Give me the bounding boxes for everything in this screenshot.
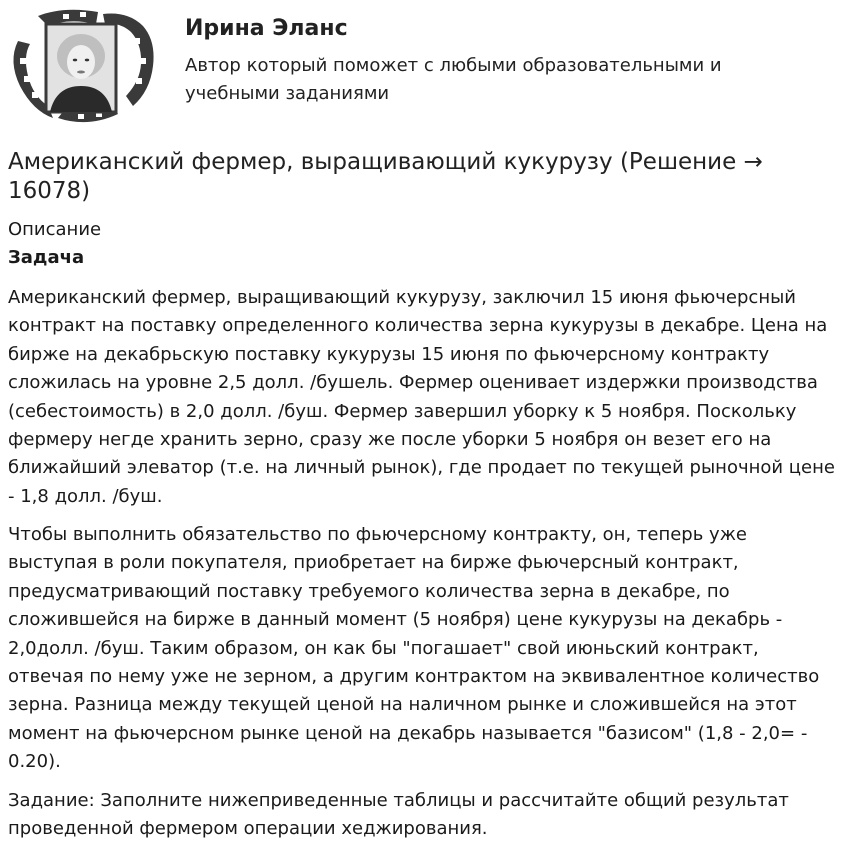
- author-avatar[interactable]: [8, 6, 158, 126]
- task-heading: Задача: [8, 247, 85, 268]
- task-paragraph-2: Чтобы выполнить обязательство по фьючерсному контракту, он, теперь уже выступая в роли покупателя, приобретает на бирже фьючерсный контракт, предусматривающий поставку требуемого количества зерна в декабре, по сложившейся на бирже в данный момент (5 ноября) цене кукурузы на декабрь - 2,0долл. /буш. Таким образом, он как бы "погашает" свой июньский контракт, отвечая по нему уже не зерном, а другим контрактом на эквивалентное количество зерна. Разница между текущей ценой на наличном рынке и сложившейся на этот момент на фьючерсном рынке ценой на декабрь называется "базисом" (1,8 - 2,0= - 0.20).: [8, 524, 820, 773]
- author-name[interactable]: Ирина Эланс: [185, 16, 348, 41]
- author-description: Автор который поможет с любыми образовательными и учебными заданиями: [185, 55, 722, 104]
- task-paragraph-3: Задание: Заполните нижеприведенные таблицы и рассчитайте общий результат проведенной фермером операции хеджирования.: [8, 790, 789, 840]
- description-section-label: Описание: [8, 219, 102, 240]
- page-title: Американский фермер, выращивающий кукурузу (Решение → 16078): [8, 149, 763, 204]
- task-paragraph-1: Американский фермер, выращивающий кукурузу, заключил 15 июня фьючерсный контракт на поставку определенного количества зерна кукурузы в декабре. Цена на бирже на декабрьскую поставку кукурузы 15 июня по фьючерсному контракту сложилась на уровне 2,5 долл. /бушель. Фермер оценивает издержки производства (себестоимость) в 2,0 долл. /буш. Фермер завершил уборку к 5 ноября. Поскольку фермеру негде хранить зерно, сразу же после уборки 5 ноября он везет его на ближайший элеватор (т.е. на личный рынок), где продает по текущей рыночной цене - 1,8 долл. /буш.: [8, 287, 835, 507]
- author-card: [8, 6, 838, 126]
